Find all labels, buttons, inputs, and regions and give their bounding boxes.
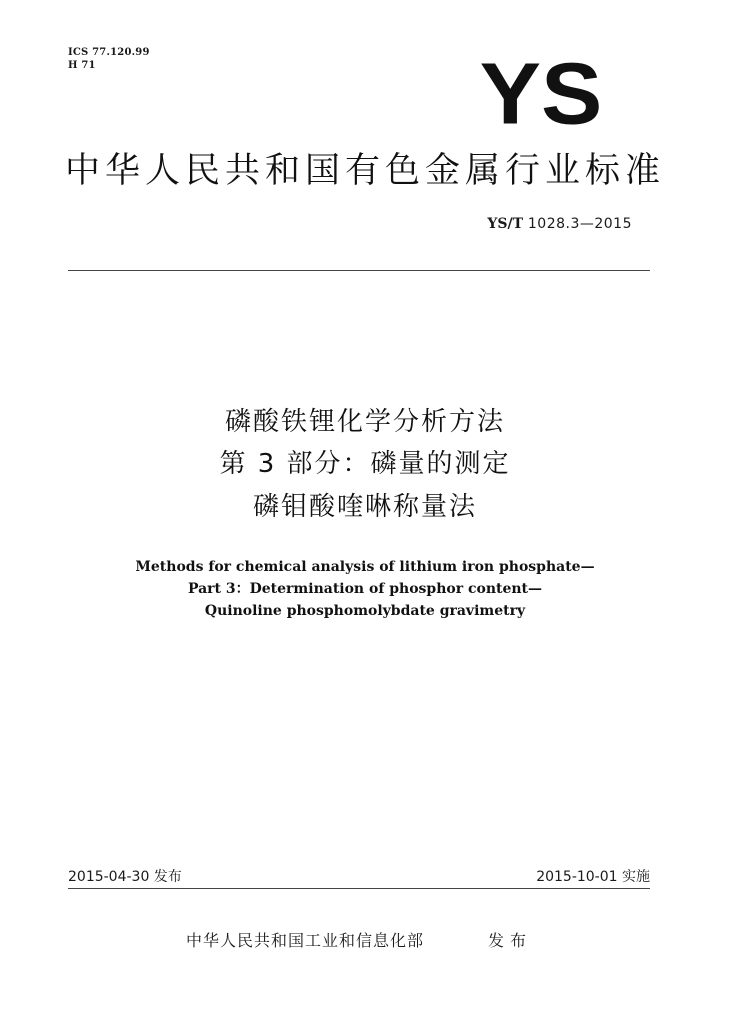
title-en-line1: Methods for chemical analysis of lithium iron phosphate—: [135, 559, 595, 575]
ys-logo-text: YS: [479, 52, 603, 132]
implementation-date: 2015-10-01 实施: [536, 869, 650, 885]
issuing-authority: 中华人民共和国工业和信息化部: [186, 931, 425, 950]
ys-logo-graphic: [470, 52, 612, 132]
title-cn-line3: 磷钼酸喹啉称量法: [252, 492, 477, 522]
title-cn-line2: 第 3 部分：磷量的测定: [219, 449, 511, 479]
ics-code: ICS 77.120.99: [68, 47, 150, 58]
issue-date: 2015-04-30 发布: [68, 869, 182, 885]
standard-number: [487, 216, 632, 232]
title-cn-line1: 磷酸铁锂化学分析方法: [224, 407, 505, 437]
classification-codes: [68, 46, 150, 72]
industry-standard-title: 中华人民共和国有色金属行业标准: [64, 151, 665, 191]
ccs-code: H 71: [68, 60, 96, 71]
title-en-line3: Quinoline phosphomolybdate gravimetry: [204, 603, 526, 619]
title-en-line2: Part 3：Determination of phosphor content—: [187, 581, 543, 597]
standard-prefix: YS/T: [487, 216, 523, 232]
footer-divider: [68, 888, 650, 889]
standard-code: 1028.3—2015: [527, 216, 632, 232]
ys-logo: [470, 52, 612, 132]
issuing-action: 发布: [488, 931, 533, 950]
header-divider: [68, 270, 650, 271]
